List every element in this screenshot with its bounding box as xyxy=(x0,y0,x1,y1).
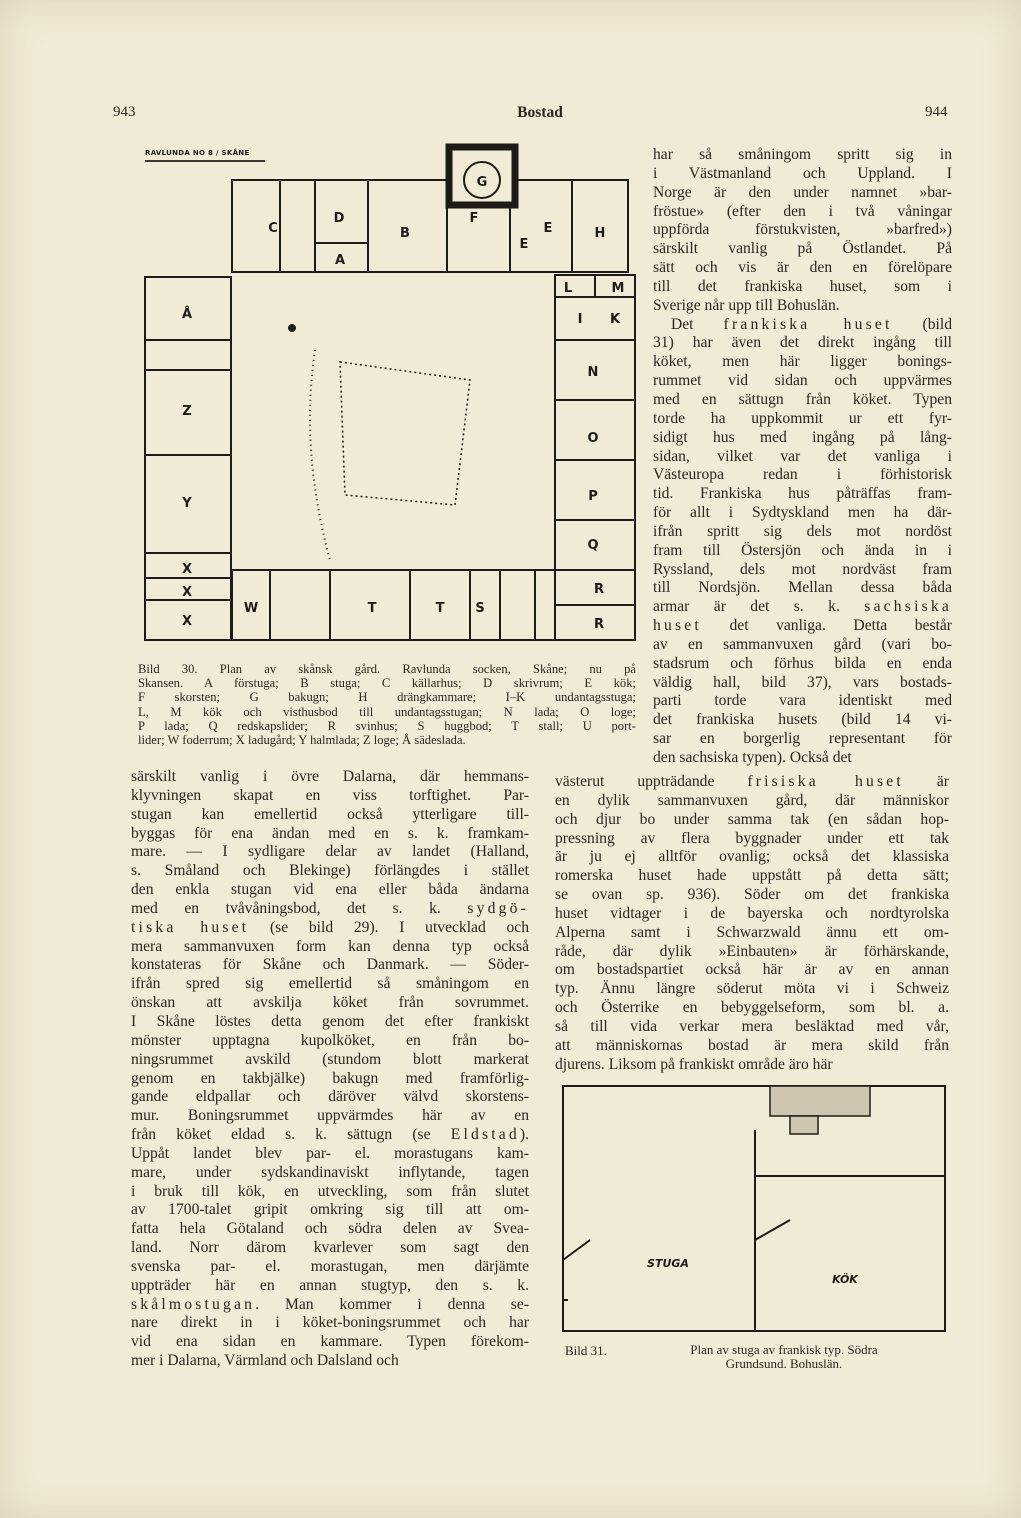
figure30-caption xyxy=(138,662,636,747)
text-line xyxy=(555,1056,949,1075)
room-label-kok: KÖK xyxy=(832,1273,858,1286)
caption-line: Bild 30. Plan av skånsk gård. Ravlunda socken, Skåne; nu på xyxy=(138,662,636,676)
room-label: S xyxy=(475,601,485,616)
text-line xyxy=(131,1277,529,1296)
text-segment: . Man kommer i denna se- xyxy=(255,1295,529,1313)
text-segment: svenska par- el. morastugan, men därjämte xyxy=(131,1257,529,1275)
room-label: D xyxy=(333,211,345,226)
text-line xyxy=(555,961,949,980)
text-line xyxy=(131,1051,529,1070)
text-segment: ningsrummet avskild (stundom blott markerat xyxy=(131,1050,529,1068)
text-segment: Sverige når upp till Bohuslän. xyxy=(653,296,840,314)
text-line xyxy=(653,165,952,184)
courtyard-dung-heap xyxy=(340,362,470,505)
text-line xyxy=(131,1145,529,1164)
text-line xyxy=(131,1070,529,1089)
text-line xyxy=(131,1126,529,1145)
text-line xyxy=(653,259,952,278)
room-label: H xyxy=(594,226,606,241)
caption-line: L, M kök och visthusbod till undantagsstugan; N lada; O loge; xyxy=(138,704,636,719)
text-segment: se ovan sp. 936). Söder om det frankiska xyxy=(555,886,949,904)
text-segment: en dylik sammanvuxen gård, där människor xyxy=(555,791,949,809)
text-line xyxy=(653,372,952,391)
text-line xyxy=(653,240,952,259)
text-segment: armar är det s. k. xyxy=(653,598,865,616)
room-label: X xyxy=(181,614,193,629)
text-line xyxy=(653,297,952,316)
room-label: Y xyxy=(182,496,192,511)
text-line xyxy=(653,730,952,749)
text-segment: av 1700-talet gripit omkring sig till att om- xyxy=(131,1201,529,1219)
text-line xyxy=(653,448,952,467)
text-line xyxy=(653,711,952,730)
caption-line: Plan av stuga av frankisk typ. Södra xyxy=(690,1342,878,1357)
room-label: Q xyxy=(587,538,599,553)
text-line xyxy=(555,1018,949,1037)
text-line xyxy=(131,825,529,844)
text-segment: sar en borgerlig representant för xyxy=(653,730,952,748)
text-line xyxy=(131,768,529,787)
caption-line: P lada; Q redskapslider; R svinhus; S huggbod; T stall; U port- xyxy=(138,718,636,733)
room-label: M xyxy=(611,281,625,296)
text-segment: stadsrum och förhus bilda en enda xyxy=(653,654,952,672)
text-line xyxy=(653,391,952,410)
text-line xyxy=(653,334,952,353)
text-segment: tid. Frankiska hus påträffas fram- xyxy=(653,485,952,503)
caption-line: F skorsten; G bakugn; H drängkammare; I–K undantagsstuga; xyxy=(138,690,636,705)
text-line xyxy=(653,353,952,372)
text-segment: köket, men här ligger bonings- xyxy=(653,353,952,371)
text-line xyxy=(131,1239,529,1258)
text-segment: mur. Boningsrummet uppvärmdes här av en xyxy=(131,1107,529,1125)
text-segment: mera sammanvuxen form kan denna typ också xyxy=(131,937,529,955)
text-line xyxy=(555,792,949,811)
text-segment: Det xyxy=(671,315,724,333)
text-segment: mer i Dalarna, Värmland och Dalsland och xyxy=(131,1352,399,1370)
text-segment: Ryssland, dels mot nordväst fram xyxy=(653,560,952,578)
spaced-emphasis: frisiska huset xyxy=(747,773,904,790)
text-line xyxy=(555,773,949,792)
text-line xyxy=(653,316,952,335)
text-line xyxy=(131,1314,529,1333)
text-line xyxy=(653,146,952,165)
text-line xyxy=(555,980,949,999)
text-segment: det frankiska husets (bild 14 vi- xyxy=(653,711,952,729)
text-line xyxy=(653,278,952,297)
room-label: K xyxy=(609,312,621,327)
text-segment: fatta hela Götaland och södra delen av Svea- xyxy=(131,1220,529,1238)
text-segment: gande eldpallar och däröver välvd skorstens- xyxy=(131,1088,529,1106)
text-segment: med en tvåvåningsbod, det s. k. xyxy=(131,899,468,917)
text-line xyxy=(555,943,949,962)
text-segment: I Skåne löstes detta genom det efter frankiskt xyxy=(131,1012,529,1030)
text-segment: den sachsiska typen). Också det xyxy=(653,749,852,766)
text-line xyxy=(555,886,949,905)
text-segment: 31) har även det direkt ingång till xyxy=(653,334,952,352)
text-segment: till Nordsjön. Mellan dessa båda xyxy=(653,579,952,597)
room-label: X xyxy=(181,585,193,600)
text-line xyxy=(131,975,529,994)
text-line xyxy=(131,1296,529,1315)
text-segment: Uppåt landet blev par- el. morastugans kam- xyxy=(131,1144,529,1162)
text-segment: klyvningen skapat en viss torftighet. Par- xyxy=(131,786,529,804)
room-label: L xyxy=(563,281,573,296)
text-line xyxy=(555,867,949,886)
text-segment: av en sammanvuxen gård (vari bo- xyxy=(653,635,952,653)
text-segment: byggas för ena ändan med en s. k. framkam- xyxy=(131,824,529,842)
text-segment: ifrån spritt sig dels mot nordöst xyxy=(653,522,952,540)
text-line xyxy=(555,830,949,849)
text-line xyxy=(131,1107,529,1126)
room-label: N xyxy=(587,365,599,380)
text-line xyxy=(653,203,952,222)
text-segment: ). xyxy=(519,1126,529,1144)
text-line xyxy=(555,1037,949,1056)
figure31-caption xyxy=(642,1343,926,1371)
text-line xyxy=(131,1032,529,1051)
text-line xyxy=(131,1164,529,1183)
text-line xyxy=(131,806,529,825)
text-segment: väldig hall, bild 37), vars bostads- xyxy=(653,673,952,691)
text-segment: i Västmanland och Uppland. I xyxy=(653,164,952,182)
text-line xyxy=(131,994,529,1013)
text-line xyxy=(131,1013,529,1032)
text-line xyxy=(131,1088,529,1107)
text-segment: den enkla stugan vid ena eller båda ändarna xyxy=(131,881,529,899)
text-segment: typ. Ännu längre söderut möta vi i Schweiz xyxy=(555,980,949,998)
text-line xyxy=(653,579,952,598)
text-segment: har så småningom spritt sig in xyxy=(653,146,952,163)
text-segment: i bruk till kök, en utveckling, som från slutet xyxy=(131,1182,529,1200)
text-line xyxy=(131,1201,529,1220)
text-segment: råde, där dylik »Einbauten» är förhärskande, xyxy=(555,942,949,960)
text-line xyxy=(131,1333,529,1352)
text-segment: till det frankiska huset, som i xyxy=(653,277,952,295)
text-segment: från köket eldad s. k. sättugn (se xyxy=(131,1126,451,1144)
room-label: R xyxy=(593,617,605,632)
text-segment: romerska huset hade uppstått på detta sätt; xyxy=(555,867,949,885)
running-head: Bostad xyxy=(517,104,563,121)
text-line xyxy=(131,1183,529,1202)
caption-line: lider; W foderrum; X ladugård; Y halmlada; Z loge; Å sädeslada. xyxy=(138,732,466,747)
text-segment: mare, under sydskandinaviskt inflytande, tagen xyxy=(131,1163,529,1181)
text-segment: och Österrike en bebyggelseform, som bl. a. xyxy=(555,999,949,1017)
room-labels xyxy=(181,175,624,632)
text-segment: s. Småland och Blekinge) förlängdes i stället xyxy=(131,862,529,880)
text-segment: pressning av flera byggnader under ett tak xyxy=(555,829,949,847)
scale-bar xyxy=(145,160,265,162)
spaced-emphasis: frankiska huset xyxy=(723,315,893,333)
text-line xyxy=(653,561,952,580)
text-segment: så till vida verkar mera besläktad med vår, xyxy=(555,1017,949,1035)
room-label: I xyxy=(577,312,583,327)
text-column-right-bottom xyxy=(555,773,949,1075)
text-line xyxy=(653,692,952,711)
room-label: E xyxy=(543,221,553,236)
text-line xyxy=(653,542,952,561)
text-line xyxy=(653,617,952,636)
text-segment: Norge är den under namnet »bar- xyxy=(653,183,952,201)
text-column-right-top xyxy=(653,146,952,768)
text-line xyxy=(653,636,952,655)
text-segment: genom en takbjälke) bakugn med framförlig- xyxy=(131,1069,529,1087)
main-house-outline xyxy=(232,180,628,272)
text-segment: med en sättugn från köket. Typen xyxy=(653,390,952,408)
text-segment: mönster upptagna kupolköket, en från bo- xyxy=(131,1031,529,1049)
text-segment: är ju ej alltför ovanlig; också det klassiska xyxy=(555,848,949,866)
room-label: T xyxy=(435,601,445,616)
text-line xyxy=(653,221,952,240)
room-label: A xyxy=(334,253,346,268)
text-line xyxy=(653,466,952,485)
text-segment: konstateras för Skåne och Danmark. — Söder- xyxy=(131,956,529,974)
text-segment: parti torde vara identiskt med xyxy=(653,692,952,710)
text-segment: nare direkt in i köket-boningsrummet och har xyxy=(131,1314,529,1332)
text-segment: särskilt vanlig i övre Dalarna, där hemmans- xyxy=(131,768,529,785)
text-segment: och djur bo under samma tak (en sådan hop- xyxy=(555,810,949,828)
page-number-right: 944 xyxy=(925,104,948,120)
text-segment: vid ena sidan en kammare. Typen förekom- xyxy=(131,1333,529,1351)
text-line xyxy=(131,881,529,900)
text-segment: om bostadspartiet också här är av en annan xyxy=(555,961,949,979)
text-line xyxy=(555,999,949,1018)
text-line xyxy=(653,523,952,542)
text-line xyxy=(653,504,952,523)
text-segment: Västeuropa redan i förhistorisk xyxy=(653,466,952,484)
text-segment: djurens. Liksom på frankiskt område äro här xyxy=(555,1055,833,1073)
house-plan-figure xyxy=(563,1086,945,1331)
room-label: G xyxy=(476,175,488,190)
text-line xyxy=(131,1220,529,1239)
spaced-emphasis: huset xyxy=(653,617,702,635)
text-segment: (se bild 29). I utvecklad och xyxy=(249,918,529,936)
text-line xyxy=(653,429,952,448)
room-label: B xyxy=(400,226,410,241)
room-label: Z xyxy=(182,404,192,419)
spaced-emphasis: Eldstad xyxy=(450,1126,520,1144)
text-segment: att människornas bostad är mera skild från xyxy=(555,1036,949,1054)
room-label: T xyxy=(367,601,377,616)
text-segment: för allt i Sydtyskland men ha där- xyxy=(653,504,952,522)
text-segment: mare. — I sydligare delar av landet (Halland, xyxy=(131,843,529,861)
text-line xyxy=(653,598,952,617)
text-line xyxy=(653,655,952,674)
spaced-emphasis: sachsiska xyxy=(864,598,952,616)
room-label: O xyxy=(587,431,599,446)
text-segment: land. Norr därom kvarlever som sagt den xyxy=(131,1239,529,1257)
caption-line: Skansen. A förstuga; B stuga; C källarhus; D skrivrum; E kök; xyxy=(138,676,636,691)
text-segment: torde ha uppkommit ur ett fyr- xyxy=(653,409,952,427)
text-segment: sidigt hus med ingång på lång- xyxy=(653,428,952,446)
spaced-emphasis: skålmostugan xyxy=(131,1295,256,1313)
text-line xyxy=(653,674,952,693)
room-label: P xyxy=(588,489,598,504)
south-wing-outline xyxy=(232,570,555,640)
text-line xyxy=(131,938,529,957)
text-segment: västerut uppträdande xyxy=(555,773,748,790)
text-line xyxy=(131,900,529,919)
room-label: E xyxy=(519,237,529,252)
plan-lettering: RAVLUNDA NO 8 / SKÅNE xyxy=(145,149,250,157)
text-segment: det vanliga. Detta består xyxy=(701,617,952,635)
text-line xyxy=(653,410,952,429)
text-line xyxy=(555,811,949,830)
caption-line: Grundsund. Bohuslän. xyxy=(725,1356,843,1371)
text-line xyxy=(555,905,949,924)
room-label: C xyxy=(268,221,278,236)
text-segment: Alperna samt i Schwarzwald ännu ett om- xyxy=(555,923,949,941)
text-segment: huset vidtager i de bayerska och nordtyrolska xyxy=(555,904,949,922)
text-segment: önskan att avskilja köket från sovrummet. xyxy=(131,994,529,1012)
text-line xyxy=(653,485,952,504)
room-label: W xyxy=(243,601,259,616)
room-label: F xyxy=(469,211,479,226)
spaced-emphasis: sydgö- xyxy=(467,899,529,917)
spaced-emphasis: tiska huset xyxy=(131,918,250,936)
text-line xyxy=(131,862,529,881)
page-number-left: 943 xyxy=(113,104,136,120)
room-label: Å xyxy=(181,307,193,322)
text-segment: sätt och vis är den en förelöpare xyxy=(653,259,952,277)
text-line xyxy=(653,749,952,768)
text-segment: särskilt vanlig på Östlandet. På xyxy=(653,240,952,258)
text-segment: rummet vid sidan och uppvärmes xyxy=(653,372,952,390)
text-line xyxy=(131,1352,529,1371)
room-label: R xyxy=(593,582,605,597)
text-segment: stugan kan emellertid också ytterligare till- xyxy=(131,805,529,823)
text-segment: uppförda förstukvisten, »barfred») xyxy=(653,221,952,239)
text-segment: ifrån spred sig emellertid så småningom en xyxy=(131,975,529,993)
figure31-caption-label: Bild 31. xyxy=(565,1343,607,1358)
text-segment: fröstue» (efter den i två våningar xyxy=(653,202,952,220)
text-line xyxy=(555,924,949,943)
text-line xyxy=(131,1258,529,1277)
text-line xyxy=(653,184,952,203)
text-segment: fram till Östersjön och ända in i xyxy=(653,541,952,559)
text-line xyxy=(555,848,949,867)
text-segment: är xyxy=(903,773,949,790)
text-line xyxy=(131,919,529,938)
text-line xyxy=(131,956,529,975)
text-segment: sidan, vilket var det vanliga i xyxy=(653,447,952,465)
text-segment: uppträder här en annan stugtyp, den s. k. xyxy=(131,1276,529,1294)
text-line xyxy=(131,843,529,862)
room-label-stuga: STUGA xyxy=(647,1257,689,1270)
room-label: X xyxy=(181,562,193,577)
text-line xyxy=(131,787,529,806)
text-segment: (bild xyxy=(892,315,952,333)
text-column-left xyxy=(131,768,529,1371)
